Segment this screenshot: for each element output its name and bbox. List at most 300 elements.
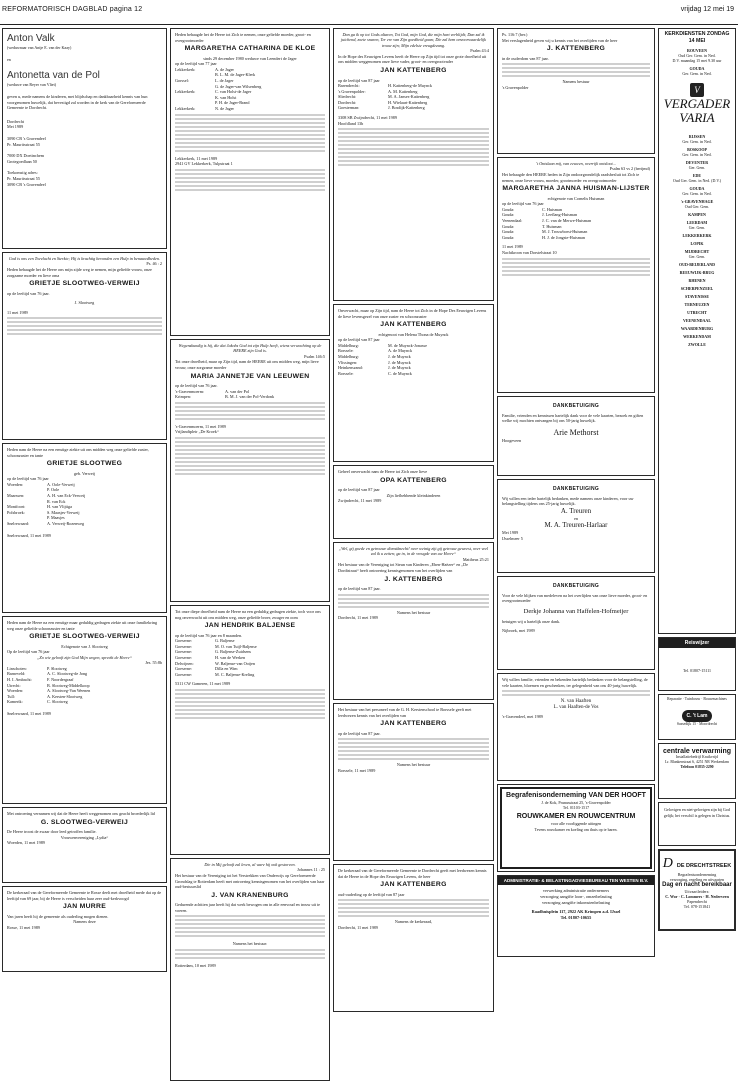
obituary-text: Met verslagenheid geven wij u kennis van het overlijden van de heer — [502, 37, 618, 43]
obituary-kattenberg-1 — [333, 28, 494, 301]
ad-centrale-verwarming — [658, 743, 736, 799]
text-rule — [338, 148, 489, 150]
obituary-slootweg-3 — [2, 616, 167, 804]
text-rule — [175, 465, 325, 467]
bible-ref: Psalm 146:5 — [304, 353, 325, 359]
text-rule — [175, 713, 325, 715]
ad-ten-westen — [497, 875, 655, 957]
obituary-text: Geheel onverwacht nam de Heere tot Zich onze lieve — [338, 469, 428, 474]
address-line: 3090 CB 's Gravendeel — [7, 181, 46, 187]
text-rule — [502, 694, 650, 696]
thanks-text: Voor de vele blijken van medeleven na het overlijden van onze lieve moeder, groot- en overgrootmoeder — [502, 592, 648, 604]
column-5 — [658, 28, 736, 934]
church-entry: ZWOLLE — [688, 342, 706, 347]
text-rule — [175, 150, 325, 152]
deceased-age: op de leeftijd van 76 jaar. — [175, 383, 218, 389]
deceased-name: JAN KATTENBERG — [380, 67, 447, 74]
church-entry: OUD-BEIJERLAND — [678, 262, 715, 267]
text-rule — [175, 414, 325, 416]
bible-verse: God is ons een Toevlucht en Sterkte; Hij is krachtig bevonden een Hulp in benauwdheden. — [8, 256, 161, 261]
ad-reiswijzer — [658, 637, 736, 691]
text-rule — [338, 754, 489, 756]
obituary-text: De kerkeraad van de Gereformeerde Gemeente te Dordrecht geeft met leedwezen kennis dat de Heere in de Hope des Eeuwigen Levens, de heer — [338, 868, 487, 879]
family-row: Middelburg: M. de Muynck-Jonasse — [338, 342, 427, 348]
thanks-address: IJsselmeer 5 — [502, 535, 523, 541]
obituary-kattenberg-5 — [333, 864, 494, 1012]
text-rule — [338, 136, 489, 138]
family-row: Gouda: M. J. Trouwborst-Huisman — [502, 229, 588, 235]
address: Vrijlandtpleir „De Kroek“ — [175, 429, 219, 435]
family-row: Heinkenszand: J. de Muynck — [338, 365, 411, 371]
church-entry: RHENEN — [688, 278, 706, 283]
text-rule — [338, 907, 489, 909]
family-row: Maarssen: A. H. van Eck-Verweij — [7, 493, 86, 499]
ad-logo: C. 't Lam — [659, 704, 735, 722]
column-3 — [333, 28, 494, 1015]
text-rule — [502, 67, 650, 69]
deceased-name: GRIETJE SLOOTWEG-VERWEIJ — [29, 633, 140, 641]
obituary-text-2: De Heere troost de zwaar door leed getroffen familie. — [7, 829, 97, 835]
text-rule — [175, 146, 325, 148]
church-entry: Ger. Gem. in Ned. — [682, 139, 712, 144]
obituary-date: Lekkerkerk, 11 mei 1989 — [175, 155, 218, 161]
text-rule — [7, 317, 162, 319]
bible-ref: Jes. 55:8b — [145, 660, 162, 666]
church-entry: EDE — [692, 173, 702, 178]
family-row: Vlissingen: J. de Muynck — [338, 359, 411, 365]
ad-line: Papendrecht — [687, 899, 707, 904]
ad-de-drechtstreek — [658, 849, 736, 931]
thanks-name: L. van Haaften-de Vos — [553, 704, 599, 710]
church-entry: VEENENDAAL — [682, 318, 711, 323]
deceased-sub: echtgenoot van Helena Thona de Muynck — [378, 331, 449, 337]
deceased-age: op de leeftijd van 87 jaar — [338, 77, 380, 83]
obituary-text-2: Gedurende achttien jaar heeft hij dat werk bewogen om in alle eenvoud en trouw uit te voeren. — [175, 902, 320, 913]
church-entry: UTRECHT — [687, 310, 707, 315]
text-rule — [338, 132, 489, 134]
text-rule — [338, 156, 489, 158]
obituary-text: Heden nam de Heere na een ernstige ziekte uit ons midden weg onze geliefde zuster, schoonzuster en tante — [7, 447, 149, 458]
text-rule — [338, 606, 489, 608]
ad-logo: D DE DRECHTSTREEK — [662, 856, 732, 871]
obituary-kattenberg-2 — [333, 304, 494, 462]
family-row: Goeserne: M. O. van Tuijl-Baljense — [175, 643, 257, 649]
text-rule — [175, 118, 325, 120]
name-anton: Anton Valk — [7, 33, 55, 44]
text-rule — [175, 418, 325, 420]
family-row: Goeserne: G. Baljense-Zuidsens — [175, 649, 252, 655]
family-row: P. Oole — [47, 487, 60, 493]
text-rule — [175, 114, 325, 116]
text-rule — [338, 903, 489, 905]
obituary-date: Snelrewaard, 11 mei 1989 — [7, 711, 51, 717]
ad-line: Tel. 01103-1517 — [562, 805, 590, 811]
text-rule — [338, 911, 489, 913]
deceased-age: op de leeftijd van 87 jaar — [338, 337, 380, 343]
obituary-date: Rotterdam, 10 mei 1989 — [175, 963, 216, 969]
family-row: Goeserne: Dilla en Wim — [175, 666, 238, 672]
signature: Namens het bestuur: — [232, 941, 268, 947]
text-rule — [175, 406, 325, 408]
thanks-date: Nijbroek, mei 1989 — [502, 628, 535, 634]
obituary-van-leeuwen — [170, 339, 330, 602]
bible-ref: Ps. 46 : 2 — [146, 261, 162, 267]
church-entry: BOSKOOP — [687, 147, 707, 152]
address-line: 3090 CB 's Gravendeel — [7, 135, 46, 141]
text-rule — [175, 410, 325, 412]
deceased-sub: sinds 29 december 1980 weduwe van Leendert de Jager — [203, 55, 297, 61]
signature: Namens deze — [73, 919, 96, 925]
obituary-text: Tot onze droefheid, maar op Zijn tijd, nam de HEERE uit ons midden weg, mijn lieve vrouw, onze zorgzame moeder — [175, 359, 319, 370]
and: en — [7, 57, 11, 62]
ad-line: Installatiebedrijf Kruikvrijd — [675, 755, 719, 759]
thanks-treuren — [497, 479, 655, 573]
text-rule — [7, 333, 162, 335]
bible-verse: Die in Mij gelooft zal leven, al ware hij ook gestorven. — [204, 862, 296, 867]
text-rule — [175, 709, 325, 711]
family-row: Utrecht: B. Slootweg-Middelkoop — [7, 682, 90, 688]
family-row: Lekkerkerk: A. de Jager — [175, 66, 234, 72]
obituary-de-kloe — [170, 28, 330, 336]
deceased-age: op de leeftijd van 87 jaar. — [338, 730, 381, 736]
ad-title: Reiswijzer — [659, 638, 735, 648]
church-entry: SCHERPENZEEL — [680, 286, 714, 291]
church-entry: Oud Ger. Gem. in Ned. — [678, 53, 716, 58]
text-rule — [175, 469, 325, 471]
text-rule — [338, 160, 489, 162]
church-entry: ROUVEEN — [686, 48, 707, 53]
church-entry: D.V. maandag 15 mei 9.30 uur — [672, 58, 722, 63]
ad-title: centrale verwarming — [662, 748, 732, 755]
ad-line: C. Wor · C. Lommers · H. Nederveen — [665, 894, 729, 899]
obituary-date: Rosse, 11 mei 1989 — [7, 924, 40, 930]
family-list — [7, 666, 162, 705]
text-rule — [175, 949, 325, 951]
announcement-date: Mei 1989 — [7, 124, 24, 130]
thanks-name: M. A. Treuren-Harlaar — [544, 521, 608, 530]
deceased-age: oud-ouderling op de leeftijd van 87 jaar — [338, 891, 405, 897]
ad-line: voor alle voorliggende uitingen — [550, 821, 602, 827]
text-rule — [502, 266, 650, 268]
vergader-varia-logo: V VERGADER VARIA — [663, 85, 731, 125]
ad-line: Begrafenisonderneming — [677, 872, 717, 877]
family-row: Borssele: C. de Muynck — [338, 370, 412, 376]
signature: Namens het bestuur — [396, 762, 431, 768]
bible-ref: Psalm 63 vs 2 (berijmd) — [609, 166, 650, 172]
text-rule — [502, 258, 650, 260]
address: Nachtkroon van Dorstelstraat 10 — [502, 250, 557, 256]
family-row: Kamerik: C. Slootweg — [7, 699, 68, 705]
church-entry: Ger. Gem. in Ned. — [682, 191, 712, 196]
obituary-baljense — [170, 605, 330, 855]
family-list — [7, 482, 162, 527]
church-entry: DEVENTER — [685, 160, 709, 165]
text-rule — [175, 142, 325, 144]
signature: Vrouwenvereniging „Lydia“ — [60, 834, 109, 840]
family-row: Goeserne: H. van de Werken — [175, 655, 246, 661]
thanks-title: DANKBETUIGING — [552, 486, 600, 492]
page-header — [0, 0, 738, 25]
church-entry: STAVENISSE — [684, 294, 710, 299]
family-row: Borssele: A. de Muynck — [338, 348, 413, 354]
family-name: Zijn liefhebbende kleinkinderen — [386, 492, 441, 498]
text-rule — [338, 738, 489, 740]
name-antonetta: Antonetta van de Pol — [7, 70, 100, 81]
signature: Namens het bestuur — [396, 609, 431, 615]
deceased-age: op de leeftijd van 76 jaar en 8 maanden. — [175, 632, 243, 638]
thanks-text: Wij willen een ieder hartelijk bedanken, mede namens onze kinderen, voor uw belangstelling tijdens ons 25-jarig huwelijk. — [502, 495, 634, 507]
bible-ref: Mattheus 25:21 — [462, 556, 489, 562]
and: en — [574, 515, 578, 521]
ad-line: Tel. 078-151841 — [683, 904, 711, 909]
obituary-text: Onverwacht, maar op Zijn tijd, nam de Heere tot Zich in de Hope Des Eeuwigen Levens de lieve levensgezel van onze zuster en schoonzuster — [338, 308, 487, 319]
announcement-valk — [2, 28, 167, 249]
thanks-name: A. Treuren — [560, 506, 592, 515]
text-rule — [175, 701, 325, 703]
obituary-text: Heden behaagde het de Heere ons mijn zijde weg te nemen, mijn geliefde vrouw, onze zorgzame moeder en lieve oma — [7, 267, 152, 278]
obituary-date: Dordrecht, 11 mei 1989 — [338, 924, 378, 930]
obituary-date: 's-Gravenmoerm, 11 mei 1989 — [175, 423, 226, 429]
address-line: Pr. Mauritsstraat 55 — [7, 175, 40, 181]
column-4 — [497, 28, 655, 960]
text-rule — [175, 931, 325, 933]
church-entry: MIJDRECHT — [684, 249, 710, 254]
text-rule — [175, 126, 325, 128]
ad-line: Telefoon 01835-2290 — [680, 765, 714, 769]
text-rule — [175, 915, 325, 917]
text-rule — [175, 169, 325, 171]
family-row: 's Gravenpolder: A. M. Kattenberg — [338, 88, 418, 94]
family-row: Polsbroek: S. Maasjes-Verweij — [7, 509, 80, 515]
ad-line: Reparatie · Tuinbouw · Bouwmachines — [667, 697, 727, 701]
church-entry: RIJSSEN — [688, 134, 706, 139]
ad-title-2: ROUWKAMER EN ROUWCENTRUM — [516, 813, 636, 821]
text-rule — [175, 130, 325, 132]
text-rule — [175, 441, 325, 443]
church-entry: Ger. Gem. — [688, 165, 706, 170]
text-rule — [338, 750, 489, 752]
text-rule — [175, 693, 325, 695]
deceased-name: G. SLOOTWEG-VERWEIJ — [40, 818, 129, 826]
obituary-slootweg-4 — [2, 807, 167, 883]
logo-mark-icon: V — [690, 83, 704, 97]
bible-verse: 't Ontslaan mij, van eeuwen, overrijk ontsloot... — [536, 161, 616, 166]
obituary-text: Het bestuur van de Vereniging tot het Verstrekken van Onderwijs op Gereformeerde Grondslag te Rotterdam heeft met ontroering kennisgenomen van het overlijden van haar oud-bestuurslid — [175, 873, 325, 890]
obituary-date: 's Gravenpolder — [502, 84, 529, 90]
text-rule — [338, 742, 489, 744]
text-rule — [175, 923, 325, 925]
family-row: Snelrewaard: A. Verweij-Rozenweg — [7, 521, 85, 527]
obituary-kattenberg-3 — [333, 542, 494, 700]
ad-line: Tevens rouwkamer en koeling om thuis op te baren. — [534, 826, 618, 832]
bible-verse: „Wel, gij goede en getrouwe dienstknecht! over weinig zijt gij getrouw geweest, over veel zal ik u zetten; ga in, in de vreugde van uw Heere“ — [338, 546, 489, 557]
family-row: Barneveld: A. C. Slootweg-de Jong — [7, 671, 88, 677]
text-rule — [175, 138, 325, 140]
text-rule — [7, 321, 162, 323]
deceased-age: op de leeftijd van 87 jaar — [338, 487, 380, 493]
obituary-text: Tot onze diepe droefheid nam de Heere na een geduldig gedragen ziekte, toch voor ons nog onverwacht uit ons midden weg, onze geliefde broer, zwager en oom — [175, 609, 321, 620]
text-rule — [338, 602, 489, 604]
obituary-text-2: Van jaren heeft hij de gemeente als ouderling mogen dienen. — [7, 913, 109, 919]
obituary-date: Zwijndrecht, 11 mei 1989 — [338, 498, 382, 504]
deceased-age: in de ouderdom van 87 jaar. — [502, 55, 549, 61]
text-rule — [175, 953, 325, 955]
text-rule — [338, 899, 489, 901]
ad-van-der-hooft — [497, 784, 655, 872]
deceased-age: op de leeftijd van 77 jaar — [175, 61, 217, 67]
column-1 — [2, 28, 167, 975]
bible-ref: Ps. 116:7 (ber.) — [502, 32, 528, 37]
obituary-slootweg-2 — [2, 443, 167, 613]
church-entry: Oud Ger. Gem. — [684, 204, 710, 209]
church-entry: Ger. Gem. in Ned. — [682, 71, 712, 76]
obituary-date: 5311 CW Gameren, 11 mei 1989 — [175, 681, 231, 687]
obituary-kattenberg-4 — [333, 703, 494, 861]
obituary-opa-kattenberg — [333, 465, 494, 539]
church-entry: WERKENDAM — [683, 334, 711, 339]
obituary-text: Met ontroering vernamen wij dat de Heere heeft weggenomen ons geacht broederlijk lid — [7, 811, 155, 816]
address: Hoofdland 13b — [338, 120, 364, 126]
deceased-name: MARGARETHA CATHARINA DE KLOE — [184, 45, 316, 53]
family-row: Veenendaal: J. C. van de Merwe-Huisman — [502, 218, 592, 224]
obituary-date: 11 mei 1989 — [502, 244, 523, 250]
family-row: Linschoten: P. Slootweg — [7, 665, 67, 671]
address-line: Pr. Mauritsstraat 55 — [7, 141, 40, 147]
family-row: K. van Holst — [215, 94, 237, 100]
thanks-name: Derkje Johanna van Haffelen-Hofmeijer — [523, 607, 629, 615]
ad-text: Gelovigen en niet-gelovigen zijn bij God gelijk; het verschil is gelegen in Christus. — [663, 807, 731, 818]
church-title: KERKDIENSTEN ZONDAG 14 MEI — [664, 31, 730, 44]
thanks-name: N. van Haaften — [560, 699, 592, 705]
text-rule — [338, 758, 489, 760]
text-rule — [338, 144, 489, 146]
church-entry: REEUWIJK-BRUG — [679, 270, 715, 275]
text-rule — [175, 122, 325, 124]
family-row: Lekkerkerk: N. de Jager — [175, 106, 234, 112]
ad-title: ADMINISTRATIE- & BELASTINGADVIESBUREAU TEN WESTEN B.V. — [498, 876, 654, 885]
deceased-age: Op de leeftijd van 76 jaar — [7, 649, 50, 655]
ad-line: Sassedijk 15 · Moordrecht — [676, 722, 718, 726]
address-line: Toekomstig adres: — [7, 170, 38, 176]
church-entry: LOPIK — [690, 241, 704, 246]
text-rule — [338, 598, 489, 600]
church-entry: Ger. Gem. in Ned. — [682, 152, 712, 157]
text-rule — [502, 270, 650, 272]
family-row: Woerden: A. Slootweg-Van Weenen — [7, 688, 91, 694]
thanks-van-haaften — [497, 673, 655, 781]
obituary-kattenberg-6 — [497, 28, 655, 154]
family-list — [175, 67, 325, 112]
obituary-murre — [2, 886, 167, 972]
family-row: B. L. M. de Jager-Klerk — [215, 72, 256, 78]
family-row: P. H. de Jager-Brand — [215, 100, 250, 106]
deceased-sub: echtgenote van Cornelis Huisman — [547, 195, 605, 201]
deceased-name: OPA KATTENBERG — [380, 476, 447, 484]
deceased-name: JAN HENDRIK BALJENSE — [204, 622, 296, 630]
bible-ref: Johannes 11 : 25 — [297, 867, 325, 873]
text-rule — [175, 402, 325, 404]
text-rule — [175, 449, 325, 451]
text-rule — [175, 473, 325, 475]
text-rule — [502, 690, 650, 692]
church-entry: LEKKERKERK — [682, 233, 712, 238]
announcement-place: Dordrecht — [7, 118, 24, 124]
newspaper-title: REFORMATORISCH DAGBLAD pagina 12 — [2, 6, 143, 13]
family-row: Barendrecht: H. Kattenberg-de Muynck — [338, 83, 432, 89]
ad-quote — [658, 802, 736, 846]
text-rule — [338, 128, 489, 130]
page-date: vrijdag 12 mei 19 — [680, 6, 734, 13]
family-row: 's-Gravenmoerm: A. van der Pol — [175, 388, 250, 394]
ad-title: Begrafenisonderneming VAN DER HOOFT — [506, 792, 646, 799]
thanks-place: Hoogeveen — [502, 437, 522, 443]
deceased-name: MARIA JANNETJE VAN LEEUWEN — [190, 372, 310, 380]
ad-line: J. de Kok, Prunusstraat 25, 's-Gravenpolder — [541, 800, 611, 805]
family-row: Goesterman: J. Bosdijk-Kattenberg — [338, 105, 425, 111]
church-entry: LEERDAM — [686, 220, 708, 225]
text-rule — [338, 152, 489, 154]
text-rule — [175, 445, 325, 447]
deceased-name: MARGARETHA JANNA HUISMAN-LIJSTER — [502, 185, 650, 193]
obituary-text: In de Hope des Eeuwigen Levens heeft de Heere op Zijn tijd tot onze grote droefheid uit ons midden weggenomen onze lieve vader, groot- en overgrootvader — [338, 53, 487, 65]
thanks-date: 's-Gravendeel, mei 1989 — [502, 714, 543, 720]
address-line: 7000 DX Doetinchem — [7, 153, 44, 159]
deceased-name: JAN KATTENBERG — [380, 720, 447, 728]
signature: Namens bestuur — [562, 79, 590, 85]
sub-anton: (weduwnaar van Antje E. van der Kaay) — [7, 45, 72, 50]
text-rule — [175, 927, 325, 929]
text-rule — [338, 915, 489, 917]
text-rule — [175, 705, 325, 707]
text-rule — [175, 177, 325, 179]
text-rule — [175, 461, 325, 463]
thanks-date: Mei 1989 — [502, 530, 519, 536]
deceased-age: op de leeftijd van 76 jaar — [502, 201, 544, 207]
obituary-date: Snelrewaard, 11 mei 1989 — [7, 532, 51, 538]
text-rule — [175, 457, 325, 459]
family-row: Gouda: H. J. de Jongste-Huisman — [502, 234, 585, 240]
family-row: Montfoort: H. van Vlijtiga — [7, 504, 72, 510]
text-rule — [175, 697, 325, 699]
obituary-text: Het bestuur van de Vereniging tot Steun van Kinderen „Eben-Haëzer“ en „De Dordtstraat“ heeft ontroering kennisgenomen van het overlijden van — [338, 562, 469, 573]
obituary-date: Borssele, 11 mei 1989 — [338, 767, 376, 773]
address-line: Grotegoedlaan 50 — [7, 158, 37, 164]
deceased-name: J. KATTENBERG — [546, 45, 606, 53]
bible-ref: Psalm 43:4 — [470, 48, 489, 54]
obituary-text: Heden behaagde het de Heere tot Zich te nemen, onze geliefde moeder, groot- en overgrootmoeder — [175, 32, 311, 43]
sub-antonetta: (weduwe van Reyer van Vliet) — [7, 82, 57, 87]
church-entry: 's-GRAVENHAGE — [680, 199, 714, 204]
obituary-text: De kerkeraad van de Gereformeerde Gemeente te Rosse deelt met droefheid mede dat op de leeftijd van 69 jaar, bij de Heere is verscheiden haar zeer oud-kerkvoogd — [7, 890, 162, 901]
family-row: G. de Jager-van Wilsenberg — [215, 83, 262, 89]
family-row: Gorssel: L. de Jager — [175, 78, 234, 84]
thanks-name: Arie Methorst — [553, 427, 599, 437]
family-row: Delwijnen: W. Baljense-van Ooijen — [175, 660, 255, 666]
deceased-name: JAN KATTENBERG — [380, 881, 447, 889]
ad-line: Tel. 01807-15111 — [682, 668, 712, 673]
ad-line: Uitvaartleiders: — [684, 889, 710, 894]
thanks-text-2: betuigen wij u hartelijk onze dank. — [502, 618, 561, 624]
ad-body: verwerking administratie ondernemers verzorging aangifte loon-, omzetbelasting verzorging aangifte inkomstenbelasting Raadhuisplein 117, 2922 AK Krimpen a.d. IJssel Tel. 01807-10655 — [531, 888, 621, 920]
text-rule — [502, 75, 650, 77]
ad-t-lam — [658, 694, 736, 740]
family-row: Lekkerkerk: C. van Holst-de Jager — [175, 89, 252, 95]
bible-verse: Wegenskundig is hij, die dat Jakobs God tot zijn Hulp heeft, wiens verwachting op de HEERE zijn God is. — [178, 343, 322, 354]
text-rule — [502, 71, 650, 73]
family-row: R. van Eck — [47, 498, 66, 504]
church-entry: KAMPEN — [688, 212, 706, 217]
family-row: P. Maasjes — [47, 515, 65, 521]
